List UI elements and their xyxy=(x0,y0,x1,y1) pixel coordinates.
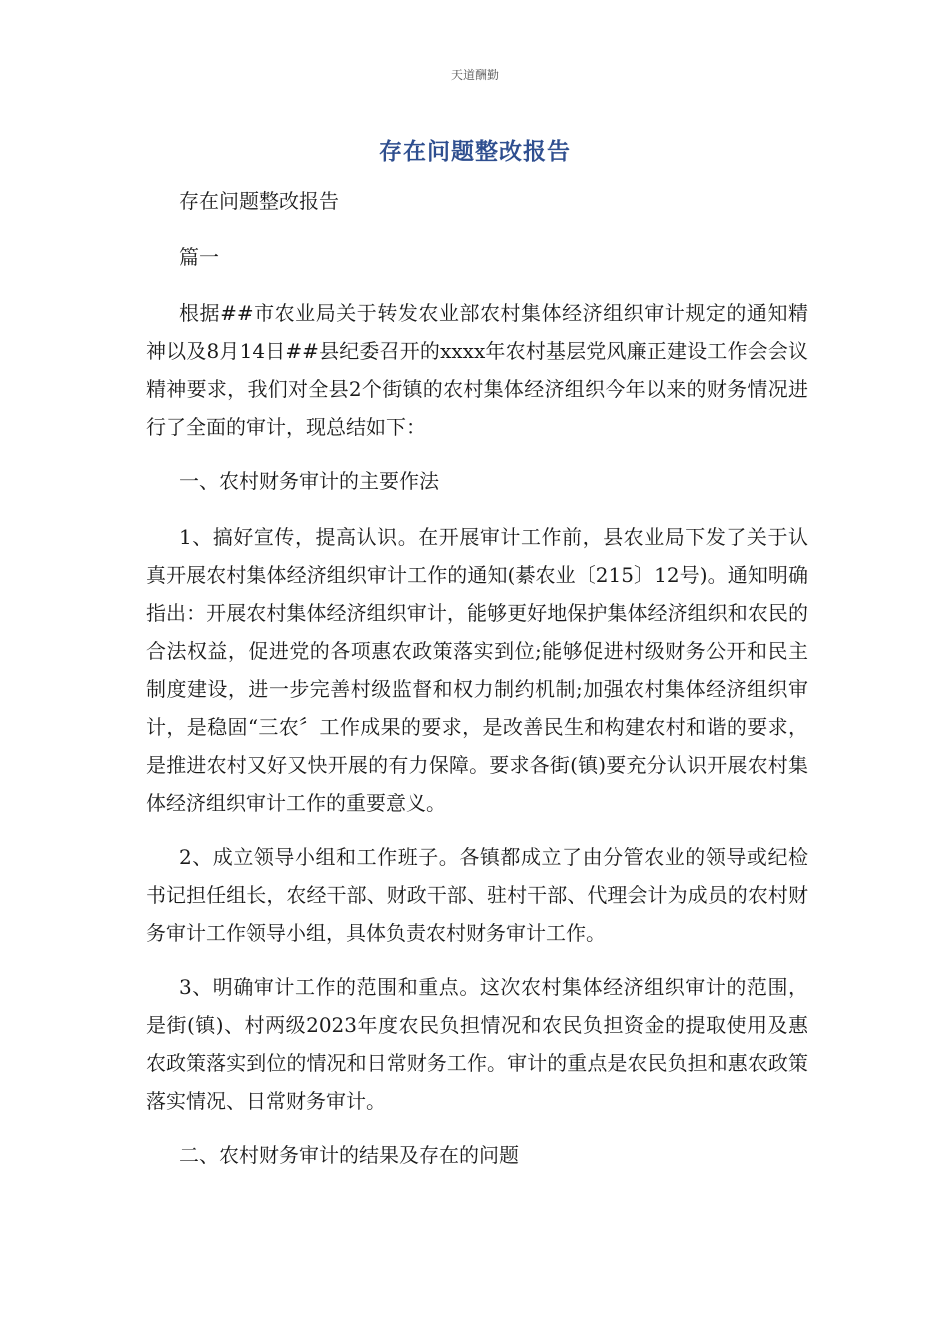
part-label-paragraph: 篇一 xyxy=(179,245,219,269)
document-body xyxy=(146,182,808,1192)
body-paragraph-3: 3、明确审计工作的范围和重点。这次农村集体经济组织审计的范围，是街(镇)、村两级2023年度农民负担情况和农民负担资金的提取使用及惠农政策落实到位的情况和日常财务工作。审计的重点是农民负担和惠农政策落实情况、日常财务审计。 xyxy=(146,975,808,1113)
section-heading-2: 二、农村财务审计的结果及存在的问题 xyxy=(179,1143,519,1167)
intro-paragraph: 根据##市农业局关于转发农业部农村集体经济组织审计规定的通知精神以及8月14日##县纪委召开的xxxx年农村基层党风廉正建设工作会会议精神要求，我们对全县2个街镇的农村集体经济组织今年以来的财务情况进行了全面的审计，现总结如下： xyxy=(146,301,808,439)
subtitle-paragraph: 存在问题整改报告 xyxy=(179,189,339,213)
body-paragraph-2: 2、成立领导小组和工作班子。各镇都成立了由分管农业的领导或纪检书记担任组长，农经干部、财政干部、驻村干部、代理会计为成员的农村财务审计工作领导小组，具体负责农村财务审计工作。 xyxy=(146,845,808,945)
section-heading-1: 一、农村财务审计的主要作法 xyxy=(179,469,439,493)
page-title: 存在问题整改报告 xyxy=(379,139,571,165)
header-mark: 天道酬勤 xyxy=(450,68,499,82)
body-paragraph-1: 1、搞好宣传，提高认识。在开展审计工作前，县农业局下发了关于认真开展农村集体经济组织审计工作的通知(綦农业〔215〕12号)。通知明确指出：开展农村集体经济组织审计，能够更好地保护集体经济组织和农民的合法权益，促进党的各项惠农政策落实到位;能够促进村级财务公开和民主制度建设，进一步完善村级监督和权力制约机制;加强农村集体经济组织审计，是稳固“三农〞工作成果的要求，是改善民生和构建农村和谐的要求，是推进农村又好又快开展的有力保障。要求各街(镇)要充分认识开展农村集体经济组织审计工作的重要意义。 xyxy=(146,525,808,815)
